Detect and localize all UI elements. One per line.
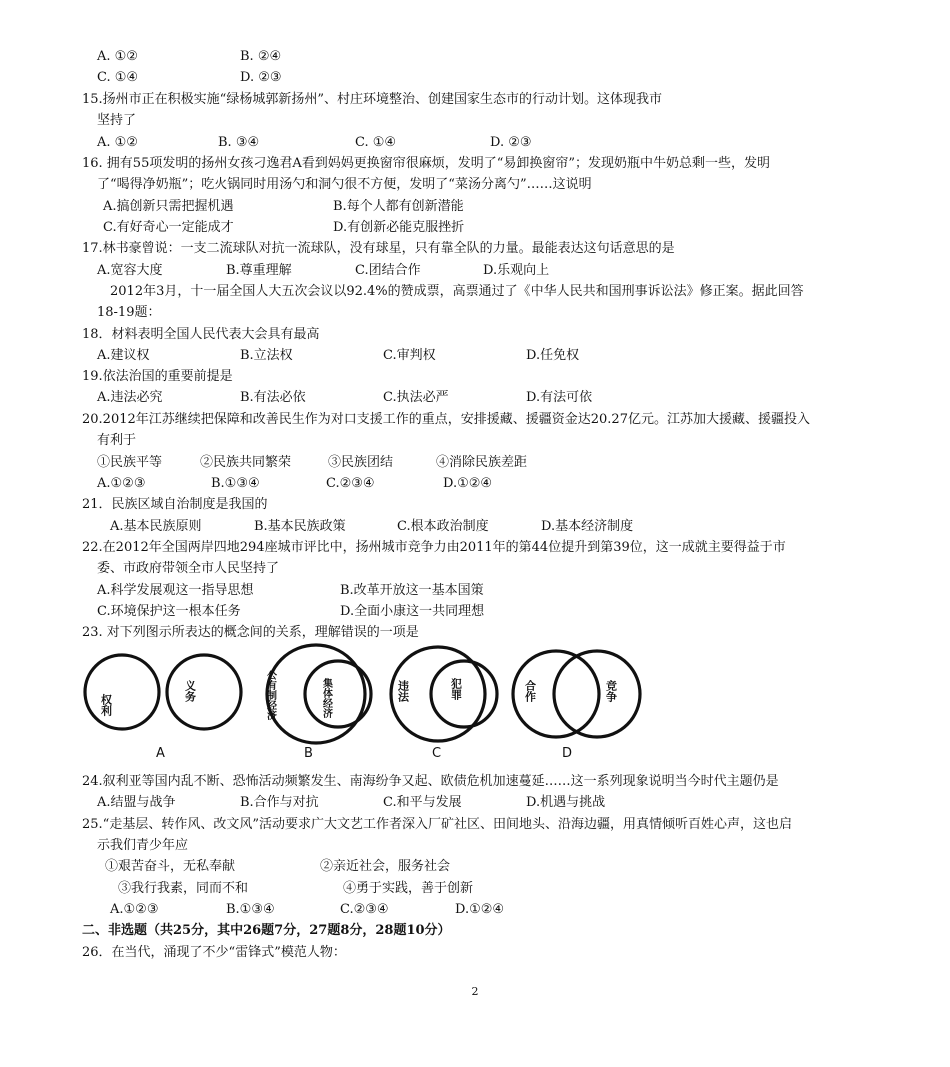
section-2-title: 二、非选题（共25分，其中26题7分，27题8分，28题10分） [82,923,451,938]
fig-a-left-label: 权利 [99,694,113,716]
q20-option-a: A.①②③ [97,476,146,491]
page-number: 2 [471,985,479,998]
q16-stem: 16. 拥有55项发明的扬州女孩刁逸君A看到妈妈更换窗帘很麻烦，发明了“易卸换窗帘”；发现奶瓶中牛奶总剩一些，发明 [82,156,771,171]
q14-option-b: B. ②④ [240,49,282,64]
q20-stem-cont: 有利于 [97,433,137,448]
fig-d-right-label: 竞争 [604,680,618,702]
q15-stem: 15.扬州市正在积极实施“绿杨城郭新扬州”、村庄环境整治、创建国家生态市的行动计划。这体现我市 [82,92,662,107]
q16-stem-cont: 了“喝得净奶瓶”；吃火锅同时用汤勺和洞勺很不方便，发明了“菜汤分离勺”……这说明 [97,177,592,192]
q19-option-b: B.有法必依 [240,390,306,405]
q25-item-4: ④勇于实践，善于创新 [343,881,474,896]
q22-option-d: D.全面小康这一共同理想 [340,604,485,619]
q24-stem: 24.叙利亚等国内乱不断、恐怖活动频繁发生、南海纷争又起、欧债危机加速蔓延……这一系列现象说明当今时代主题仍是 [82,774,779,789]
q22-option-c: C.环境保护这一根本任务 [97,604,241,619]
q19-option-a: A.违法必究 [97,390,163,405]
q25-stem: 25.“走基层、转作风、改文风”活动要求广大文艺工作者深入厂矿社区、田间地头、沿海边疆，用真情倾听百姓心声，这也启 [82,817,792,832]
q25-option-d: D.①②④ [455,902,505,917]
q20-item-1: ①民族平等 [97,455,163,470]
q18-option-c: C.审判权 [383,348,436,363]
q20-item-4: ④消除民族差距 [436,455,528,470]
fig-a-tag: A [156,746,165,761]
q24-option-b: B.合作与对抗 [240,795,319,810]
q20-option-b: B.①③④ [211,476,260,491]
q20-option-c: C.②③④ [326,476,375,491]
q16-option-d: D.有创新必能克服挫折 [333,220,465,235]
q25-item-3: ③我行我素，同而不和 [118,881,249,896]
q24-option-d: D.机遇与挑战 [526,795,606,810]
fig-d-right-circle [554,651,640,737]
fig-c-outer-label: 违法 [396,680,410,702]
q25-item-2: ②亲近社会，服务社会 [320,859,451,874]
q15-stem-cont: 坚持了 [97,113,137,128]
q21-option-c: C.根本政治制度 [397,519,489,534]
q22-option-b: B.改革开放这一基本国策 [340,583,484,598]
fig-a-right-circle [167,655,241,729]
q21-option-b: B.基本民族政策 [254,519,346,534]
fig-c-tag: C [432,746,442,761]
q22-stem: 22.在2012年全国两岸四地294座城市评比中，扬州城市竞争力由2011年的第44位提升到第39位，这一成就主要得益于市 [82,540,786,555]
fig-c-inner-circle [431,661,497,727]
material-text-cont: 18-19题： [97,305,161,320]
q15-option-a: A. ①② [97,135,138,150]
q19-option-c: C.执法必严 [383,390,449,405]
fig-a-left-circle [85,655,159,729]
q17-stem: 17.林书豪曾说：一支二流球队对抗一流球队，没有球星，只有靠全队的力量。最能表达这句话意思的是 [82,241,675,256]
fig-b-tag: B [304,746,313,761]
q16-option-b: B.每个人都有创新潜能 [333,199,464,214]
fig-d-left-label: 合作 [523,680,537,702]
q18-option-b: B.立法权 [240,348,293,363]
q20-item-2: ②民族共同繁荣 [200,455,292,470]
q25-option-c: C.②③④ [340,902,389,917]
q17-option-c: C.团结合作 [355,263,421,278]
q20-stem: 20.2012年江苏继续把保障和改善民生作为对口支援工作的重点，安排援藏、援疆资金达20.27亿元。江苏加大援藏、援疆投入 [82,412,810,427]
q18-stem: 18．材料表明全国人民代表大会具有最高 [82,327,320,342]
q15-option-c: C. ①④ [355,135,397,150]
fig-b-inner-label: 集体经济 [320,678,332,718]
fig-a-right-label: 义务 [183,680,197,702]
q19-option-d: D.有法可依 [526,390,593,405]
q20-option-d: D.①②④ [443,476,493,491]
q14-option-c: C. ①④ [97,70,139,85]
q16-option-c: C.有好奇心一定能成才 [103,220,234,235]
q26-stem: 26．在当代，涌现了不少“雷锋式”模范人物： [82,945,346,960]
q25-item-1: ①艰苦奋斗，无私奉献 [105,859,236,874]
q16-option-a: A.搞创新只需把握机遇 [103,199,234,214]
q15-option-b: B. ③④ [218,135,260,150]
q14-option-d: D. ②③ [240,70,282,85]
q17-option-d: D.乐观向上 [483,263,550,278]
q19-stem: 19.依法治国的重要前提是 [82,369,233,384]
q18-option-d: D.任免权 [526,348,580,363]
fig-b-inner-circle [305,661,371,727]
q25-option-a: A.①②③ [110,902,159,917]
q20-item-3: ③民族团结 [328,455,394,470]
q24-option-a: A.结盟与战争 [97,795,176,810]
q22-option-a: A.科学发展观这一指导思想 [97,583,254,598]
fig-b-outer-circle [264,645,365,743]
q18-option-a: A.建议权 [97,348,150,363]
q25-stem-cont: 示我们青少年应 [97,838,189,853]
q24-option-c: C.和平与发展 [383,795,462,810]
fig-d-tag: D [562,746,573,761]
fig-c-inner-label: 犯罪 [449,678,463,700]
q23-stem: 23. 对下列图示所表达的概念间的关系，理解错误的一项是 [82,625,419,640]
concept-relation-figure [82,642,647,764]
q17-option-a: A.宽容大度 [97,263,163,278]
q21-option-d: D.基本经济制度 [541,519,634,534]
q22-stem-cont: 委、市政府带领全市人民坚持了 [97,561,280,576]
q21-option-a: A.基本民族原则 [110,519,202,534]
q21-stem: 21．民族区域自治制度是我国的 [82,497,268,512]
q14-option-a: A. ①② [97,49,138,64]
material-text: 2012年3月，十一届全国人大五次会议以92.4%的赞成票，高票通过了《中华人民共和国刑事诉讼法》修正案。据此回答 [110,284,804,299]
q17-option-b: B.尊重理解 [226,263,292,278]
fig-b-outer-label: 公有制经济 [264,670,276,720]
q25-option-b: B.①③④ [226,902,275,917]
q15-option-d: D. ②③ [490,135,532,150]
